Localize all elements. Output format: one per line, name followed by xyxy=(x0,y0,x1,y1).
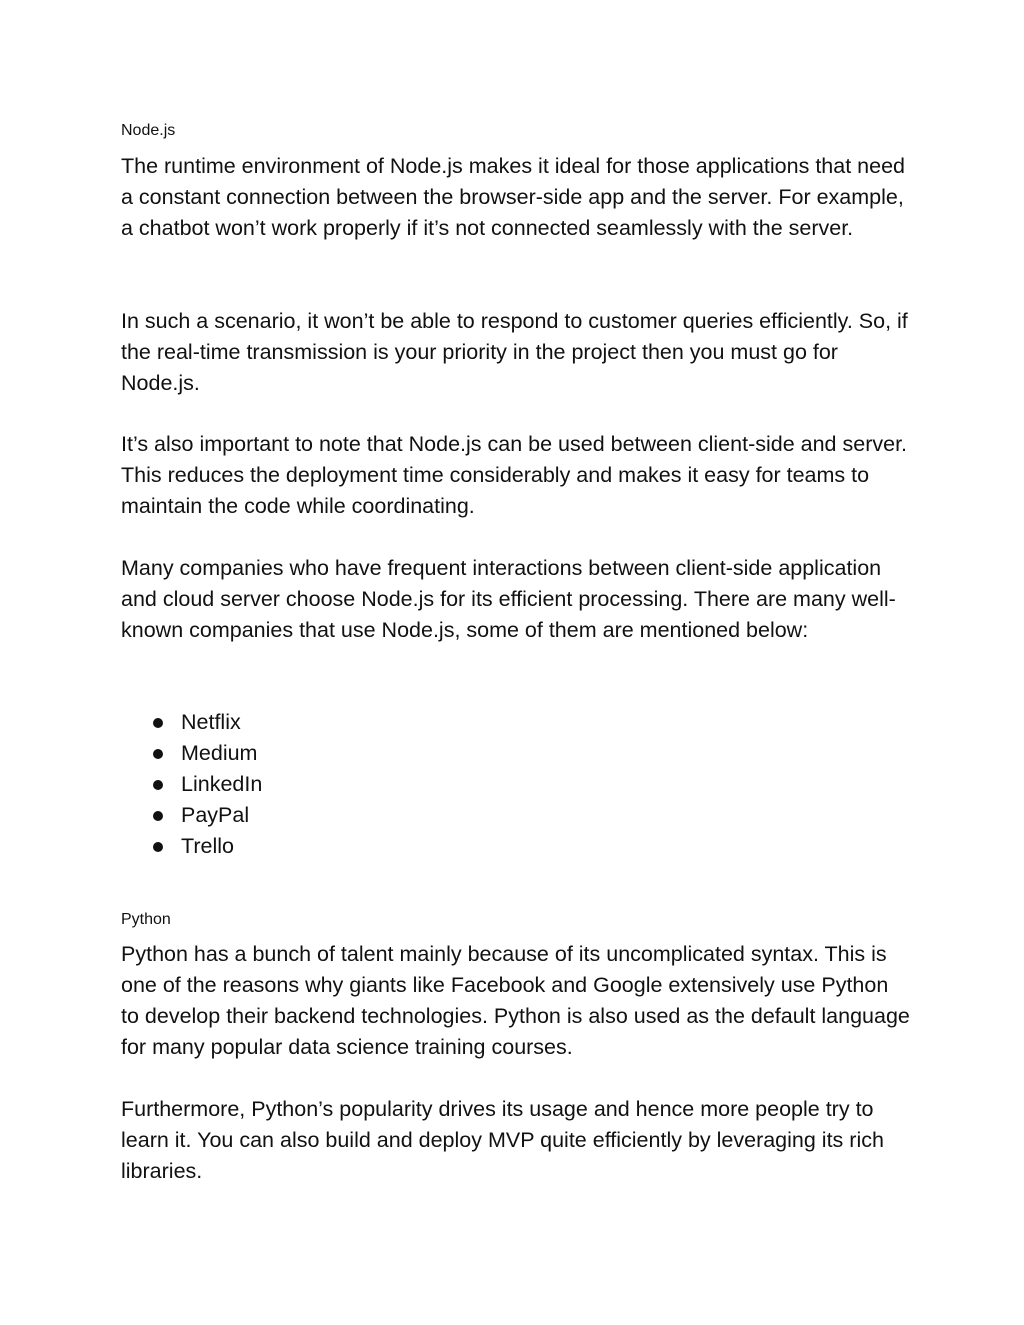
bullet-icon xyxy=(153,811,163,821)
list-item-label: Netflix xyxy=(181,710,241,734)
list-item xyxy=(121,707,262,738)
list-item-label: LinkedIn xyxy=(181,772,263,796)
list-item xyxy=(121,769,262,800)
paragraph: In such a scenario, it won’t be able to respond to customer queries efficiently. So, if the real-time transmission is your priority in the project then you must go for Node.js. xyxy=(121,309,908,395)
paragraph: Many companies who have frequent interactions between client-side application and cloud server choose Node.js for its efficient processing. There are many well-known companies that use Node.js, some of them are mentioned below: xyxy=(121,556,896,642)
paragraph: Furthermore, Python’s popularity drives its usage and hence more people try to learn it. You can also build and deploy MVP quite efficiently by leveraging its rich libraries. xyxy=(121,1097,884,1183)
bullet-icon xyxy=(153,780,163,790)
bullet-icon xyxy=(153,718,163,728)
companies-list xyxy=(121,707,262,862)
paragraph: The runtime environment of Node.js makes it ideal for those applications that need a constant connection between the browser-side app and the server. For example, a chatbot won’t work properly if it’s not connected seamlessly with the server. xyxy=(121,154,905,240)
section-heading-nodejs: Node.js xyxy=(121,122,176,139)
list-item-label: PayPal xyxy=(181,803,250,827)
section-heading-python: Python xyxy=(121,911,171,928)
paragraph: Python has a bunch of talent mainly because of its uncomplicated syntax. This is one of the reasons why giants like Facebook and Google extensively use Python to develop their backend technologies. Python is also used as the default language for many popular data science training courses. xyxy=(121,942,910,1059)
list-item xyxy=(121,831,262,862)
bullet-icon xyxy=(153,842,163,852)
list-item-label: Trello xyxy=(181,834,234,858)
bullet-icon xyxy=(153,749,163,759)
paragraph: It’s also important to note that Node.js can be used between client-side and server. This reduces the deployment time considerably and makes it easy for teams to maintain the code while coordinating. xyxy=(121,432,908,518)
list-item xyxy=(121,738,262,769)
list-item xyxy=(121,800,262,831)
list-item-label: Medium xyxy=(181,741,258,765)
